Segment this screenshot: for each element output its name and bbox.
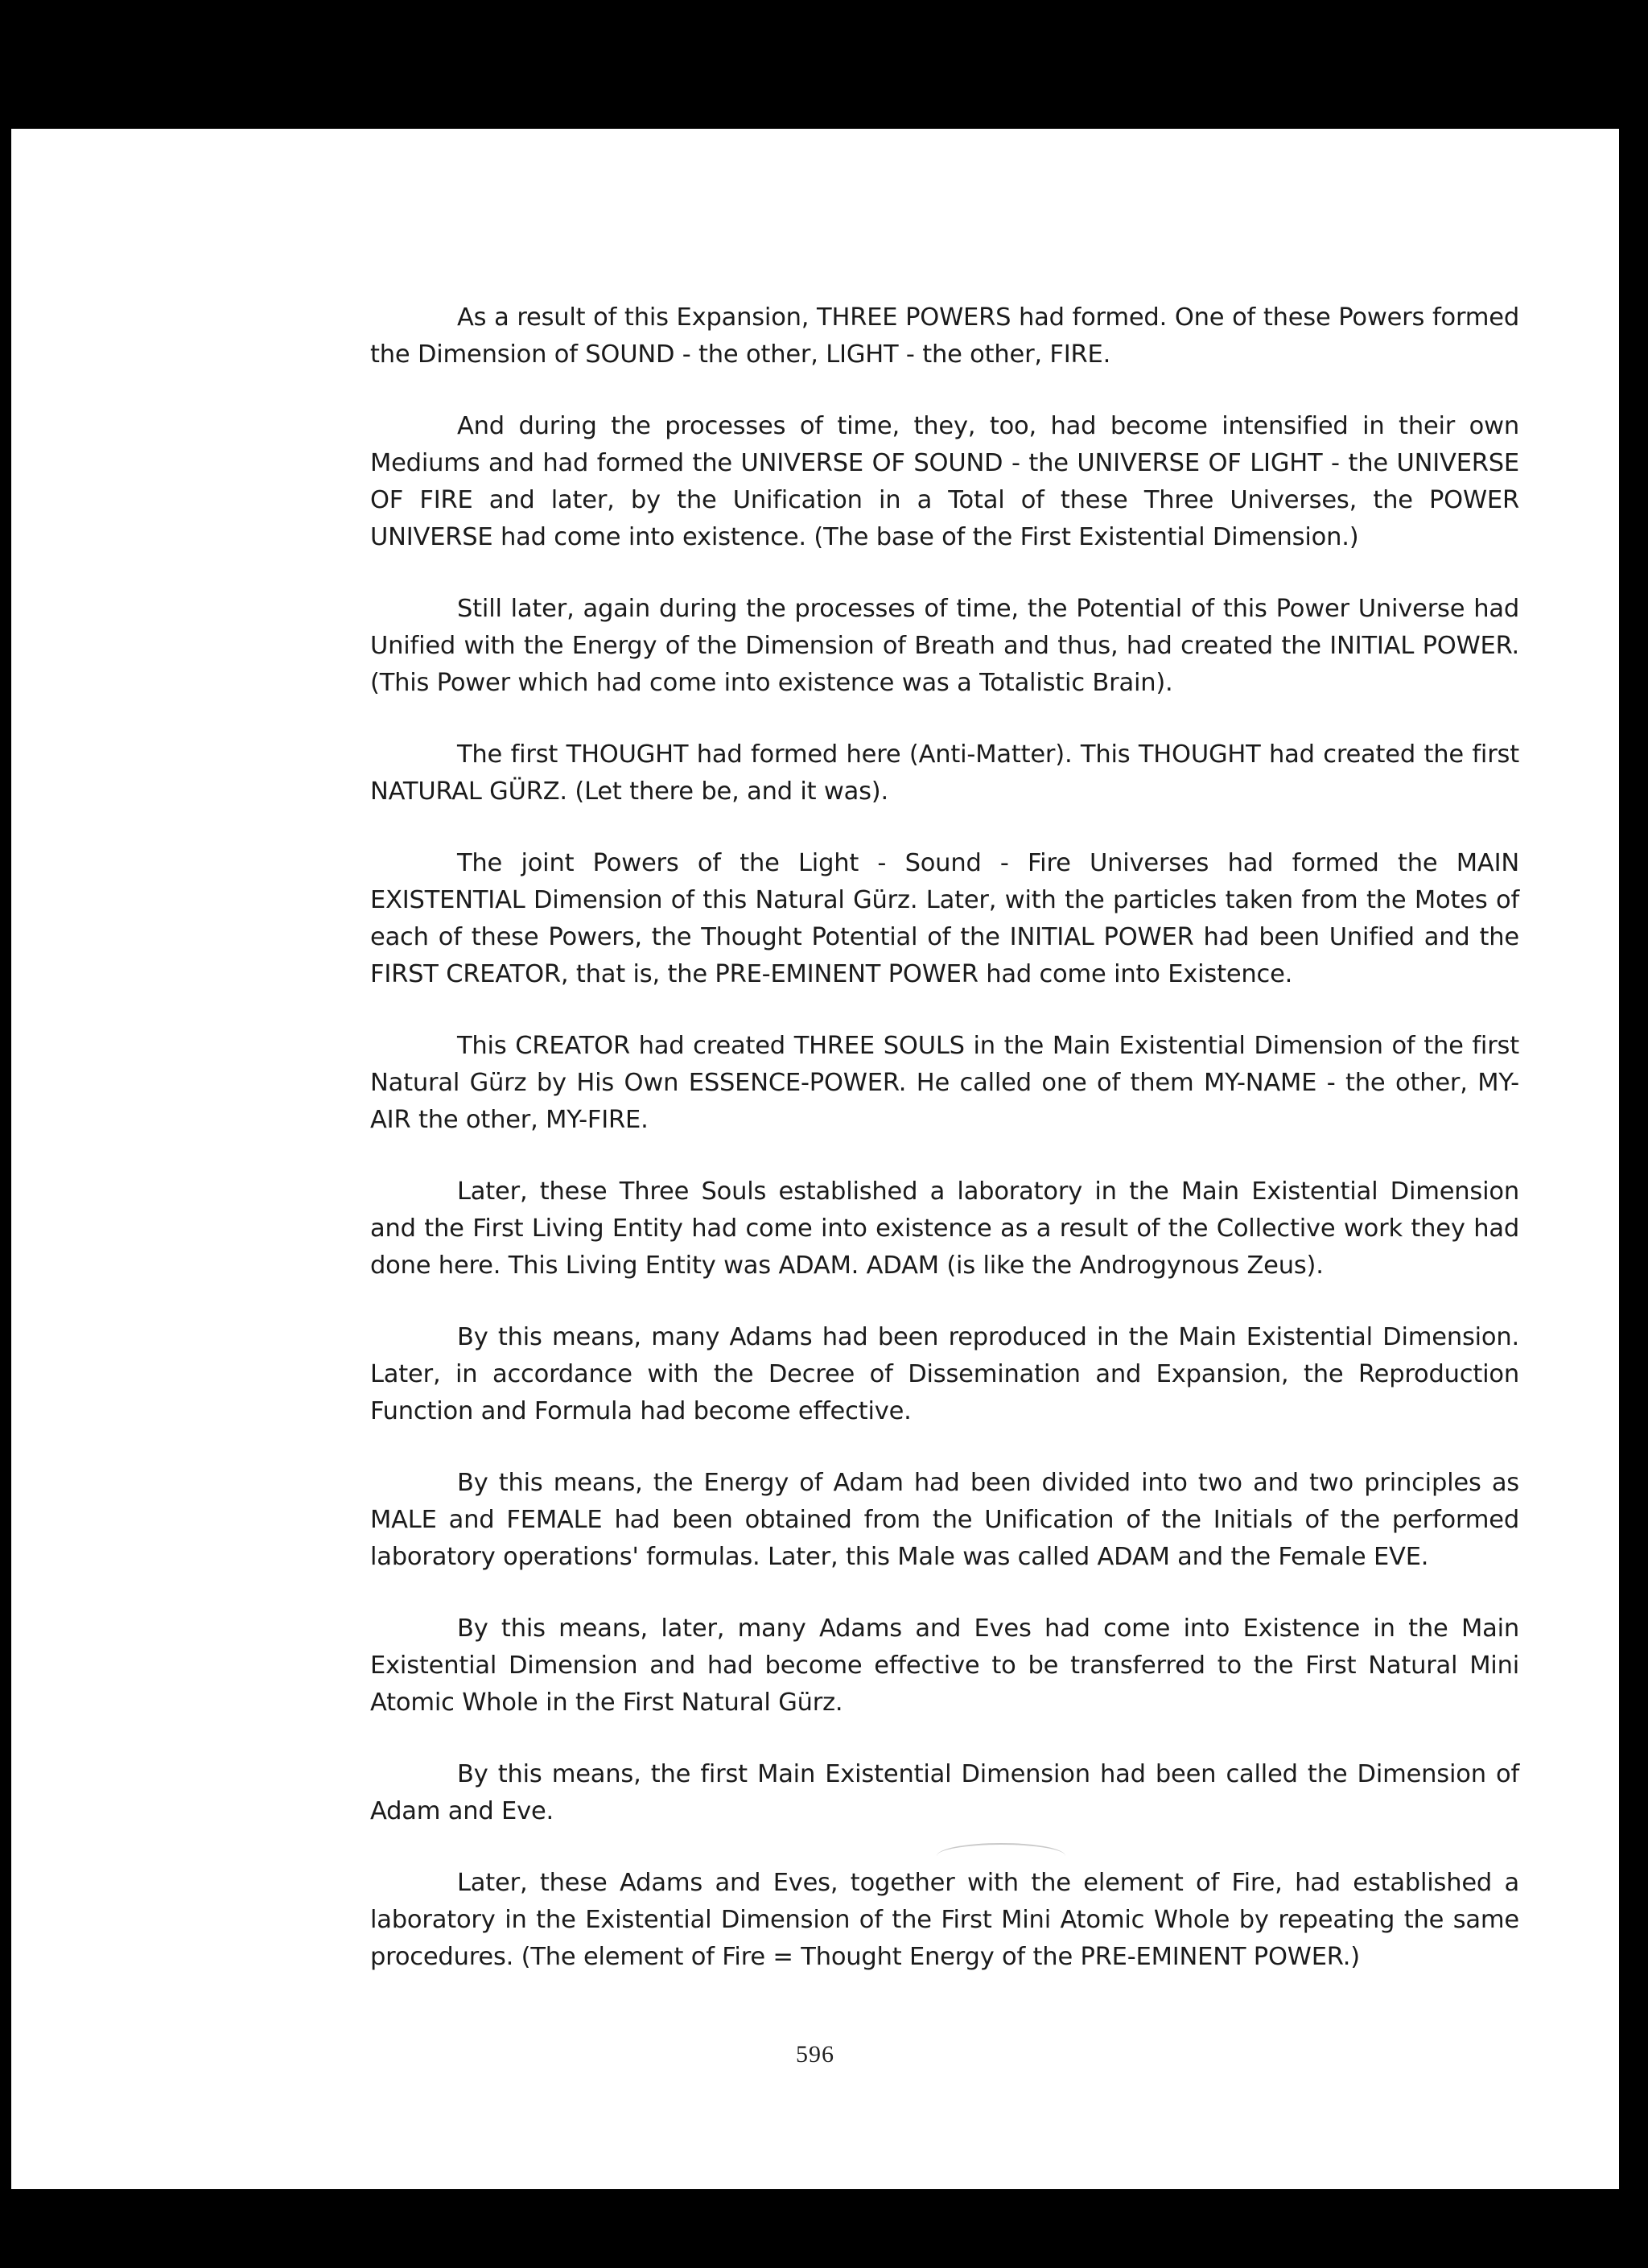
book-page [11, 129, 1619, 2189]
paragraph: By this means, the Energy of Adam had been divided into two and two principles as MALE and FEMALE had been obtained from the Unification of the Initials of the performed laboratory operations' formulas. Later, this Male was called ADAM and the Female EVE. [370, 1469, 1519, 1571]
paragraph: Later, these Adams and Eves, together with the element of Fire, had established a laboratory in the Existential Dimension of the First Mini Atomic Whole by repeating the same procedures. (The element of Fire = Thought Energy of the PRE-EMINENT POWER.) [370, 1869, 1519, 1971]
page-body [370, 299, 1519, 1976]
paragraph: Still later, again during the processes of time, the Potential of this Power Universe had Unified with the Energy of the Dimension of Breath and thus, had created the INITIAL POWER. (This Power which had come into existence was a Totalistic Brain). [370, 595, 1519, 697]
paragraph: The first THOUGHT had formed here (Anti-Matter). This THOUGHT had created the first NATURAL GÜRZ. (Let there be, and it was). [370, 740, 1519, 806]
page-number: 596 [796, 2041, 834, 2068]
paragraph: The joint Powers of the Light - Sound - Fire Universes had formed the MAIN EXISTENTIAL Dimension of this Natural Gürz. Later, with the particles taken from the Motes of each of these Powers, the Thought Potential of the INITIAL POWER had been Unified and the FIRST CREATOR, that is, the PRE-EMINENT POWER had come into Existence. [370, 849, 1519, 988]
paragraph: By this means, later, many Adams and Eves had come into Existence in the Main Existential Dimension and had become effective to be transferred to the First Natural Mini Atomic Whole in the First Natural Gürz. [370, 1614, 1519, 1717]
scan-smudge [937, 1843, 1065, 1869]
paragraph: Later, these Three Souls established a laboratory in the Main Existential Dimension and the First Living Entity had come into existence as a result of the Collective work they had done here. This Living Entity was ADAM. ADAM (is like the Androgynous Zeus). [370, 1177, 1519, 1280]
paragraph: By this means, many Adams had been reproduced in the Main Existential Dimension. Later, in accordance with the Decree of Dissemination and Expansion, the Reproduction Function and Formula had become effective. [370, 1323, 1519, 1425]
paragraph: By this means, the first Main Existential Dimension had been called the Dimension of Adam and Eve. [370, 1760, 1519, 1825]
paragraph: And during the processes of time, they, too, had become intensified in their own Mediums and had formed the UNIVERSE OF SOUND - the UNIVERSE OF LIGHT - the UNIVERSE OF FIRE and later, by the Unification in a Total of these Three Universes, the POWER UNIVERSE had come into existence. (The base of the First Existential Dimension.) [370, 412, 1519, 551]
paragraph: This CREATOR had created THREE SOULS in the Main Existential Dimension of the first Natural Gürz by His Own ESSENCE-POWER. He called one of them MY-NAME - the other, MY-AIR the other, MY-FIRE. [370, 1032, 1519, 1134]
paragraph: As a result of this Expansion, THREE POWERS had formed. One of these Powers formed the Dimension of SOUND - the other, LIGHT - the other, FIRE. [370, 303, 1519, 369]
